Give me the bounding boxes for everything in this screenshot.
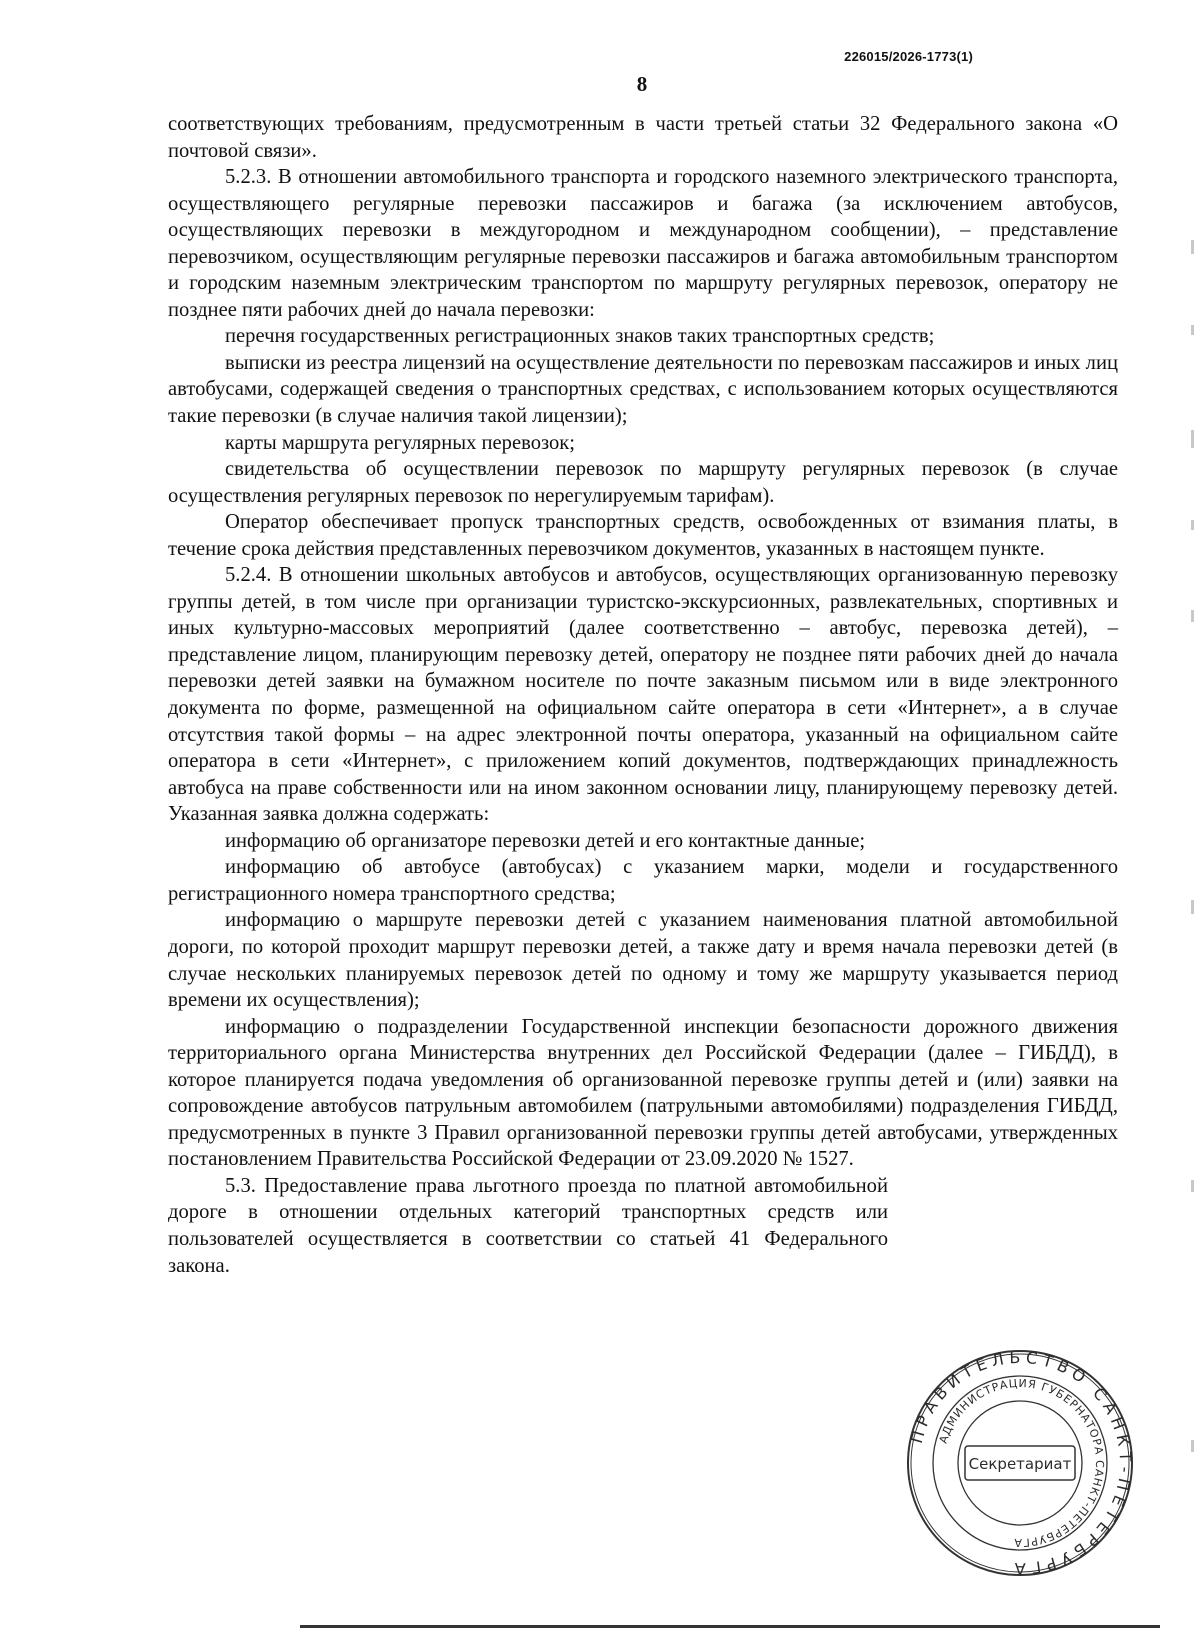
scan-artifact — [1191, 240, 1194, 254]
scan-artifact — [1191, 1440, 1194, 1452]
stamp-outer-text: ПРАВИТЕЛЬСТВО САНКТ-ПЕТЕРБУРГА — [906, 1348, 1135, 1578]
official-seal-stamp — [905, 1348, 1135, 1578]
list-item: перечня государственных регистрационных знаков таких транспортных средств; — [225, 325, 935, 348]
paragraph-5-3: 5.3. Предоставление права льготного проезда по платной автомобильной дороге в отношении отдельных категорий транспортных средств или пользователей осуществляется в соответствии со статьей 41 Федерального закона. — [168, 1174, 888, 1277]
paragraph-5-2-3: 5.2.3. В отношении автомобильного транспорта и городского наземного электрического транспорта, осуществляющего регулярные перевозки пассажиров и багажа (за исключением автобусов, осуществляющих перевозки в междугородном и международном сообщении), – представление перевозчиком, осуществляющим регулярные перевозки пассажиров и багажа автомобильным транспортом и городским наземным электрическим транспортом по маршруту регулярных перевозок, оператору не позднее пяти рабочих дней до начала перевозки: — [168, 166, 1118, 321]
page-number: 8 — [636, 72, 648, 96]
stamp-center-text: Секретариат — [968, 1455, 1072, 1473]
paragraph-5-2-4: 5.2.4. В отношении школьных автобусов и автобусов, осуществляющих организованную перевозку группы детей, в том числе при организации туристско-экскурсионных, развлекательных, спортивных и иных культурно-массовых мероприятий (далее соответственно – автобус, перевозка детей), – представление лицом, планирующим перевозку детей, оператору не позднее пяти рабочих дней до начала перевозки детей заявки на бумажном носителе по почте заказным письмом или в виде электронного документа по форме, размещенной на официальном сайте оператора в сети «Интернет», а в случае отсутствия такой формы – на адрес электронной почты оператора, указанный на официальном сайте оператора в сети «Интернет», с приложением копий документов, подтверждающих принадлежность автобуса на праве собственности или на ином законном основании лицу, планирующему перевозку детей. Указанная заявка должна содержать: — [168, 564, 1118, 826]
document-body — [168, 111, 1118, 1279]
scan-bottom-edge — [300, 1625, 1160, 1628]
scan-artifact — [1191, 1180, 1194, 1192]
document-number: 226015/2026-1773(1) — [844, 49, 973, 64]
paragraph-continuation: соответствующих требованиям, предусмотренным в части третьей статьи 32 Федерального закона «О почтовой связи». — [168, 113, 1118, 162]
scan-artifact — [1191, 430, 1194, 448]
list-item: информацию о подразделении Государственной инспекции безопасности дорожного движения территориального органа Министерства внутренних дел Российской Федерации (далее – ГИБДД), в которое планируется подача уведомления об организованной перевозке группы детей и (или) заявки на сопровождение автобусов патрульным автомобилем (патрульными автомобилями) подразделения ГИБДД, предусмотренных в пункте 3 Правил организованной перевозки группы детей автобусами, утвержденных постановлением Правительства Российской Федерации от 23.09.2020 № 1527. — [168, 1015, 1118, 1171]
list-item: карты маршрута регулярных перевозок; — [225, 431, 576, 454]
paragraph-operator: Оператор обеспечивает пропуск транспортных средств, освобожденных от взимания платы, в течение срока действия представленных перевозчиком документов, указанных в настоящем пункте. — [168, 511, 1118, 560]
scan-artifact — [1191, 610, 1194, 622]
list-item: выписки из реестра лицензий на осуществление деятельности по перевозкам пассажиров и иных лиц автобусами, содержащей сведения о транспортных средствах, с использованием которых осуществляются такие перевозки (в случае наличия такой лицензии); — [168, 351, 1118, 428]
list-item: информацию об организаторе перевозки детей и его контактные данные; — [225, 829, 866, 852]
list-item: информацию об автобусе (автобусах) с указанием марки, модели и государственного регистрационного номера транспортного средства; — [168, 856, 1118, 905]
scan-artifact — [1191, 325, 1194, 335]
scan-artifact — [1191, 520, 1194, 530]
list-item: информацию о маршруте перевозки детей с указанием наименования платной автомобильной дороги, по которой проходит маршрут перевозки детей, а также дату и время начала перевозки детей (в случае нескольких планируемых перевозок детей по одному и тому же маршруту указывается период времени их осуществления); — [168, 909, 1118, 1012]
stamp-inner-text: АДМИНИСТРАЦИЯ ГУБЕРНАТОРА САНКТ-ПЕТЕРБУРГА — [936, 1376, 1107, 1550]
list-item: свидетельства об осуществлении перевозок по маршруту регулярных перевозок (в случае осуществления регулярных перевозок по нерегулируемым тарифам). — [168, 458, 1118, 507]
scan-artifact — [1191, 900, 1194, 914]
